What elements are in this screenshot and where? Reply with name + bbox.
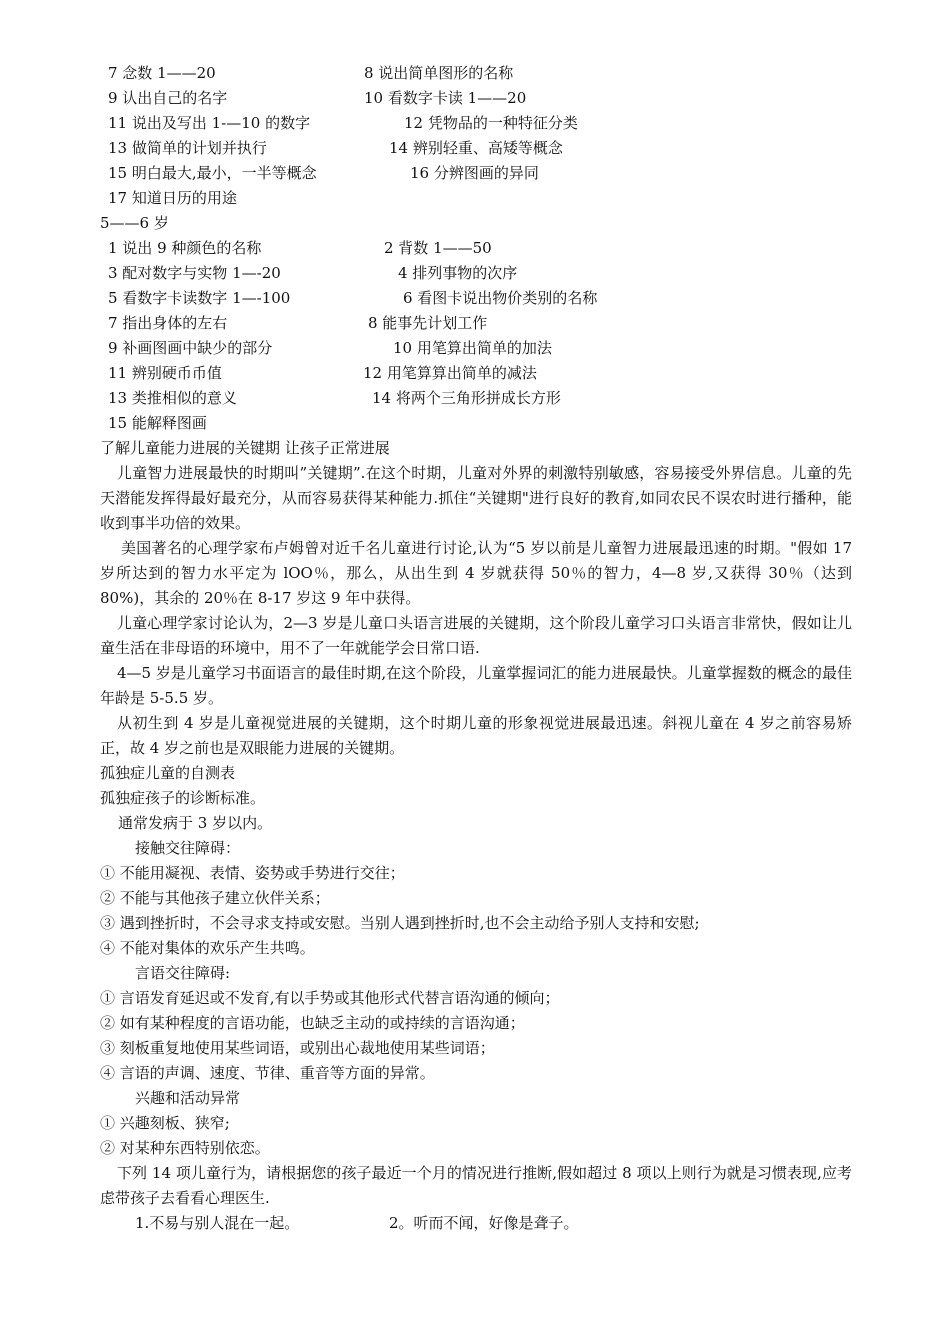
contact-item: ③ 遇到挫折时，不会寻求支持或安慰。当别人遇到挫折时,也不会主动给予别人支持和安慰; — [100, 914, 700, 932]
onset-text: 通常发病于 3 岁以内。 — [118, 814, 273, 832]
milestone-item: 4 排列事物的次序 — [398, 264, 518, 282]
milestone-item: 15 明白最大,最小，一半等概念 — [108, 164, 317, 182]
criteria-heading: 孤独症孩子的诊断标准。 — [100, 789, 266, 807]
language-item: ③ 刻板重复地使用某些词语，或别出心裁地使用某些词语； — [100, 1039, 495, 1057]
interest-item: ② 对某种东西特别依恋。 — [100, 1139, 270, 1157]
section-title: 了解儿童能力进展的关键期 让孩子正常进展 — [100, 439, 390, 457]
milestone-item: 6 看图卡说出物价类别的名称 — [403, 289, 598, 307]
milestone-item: 3 配对数字与实物 1—-20 — [108, 264, 281, 282]
contact-subheading: 接触交往障碍： — [135, 839, 241, 857]
contact-item: ① 不能用凝视、表情、姿势或手势进行交往； — [100, 864, 405, 882]
contact-item: ② 不能与其他孩子建立伙伴关系； — [100, 889, 330, 907]
paragraph: 从初生到 4 岁是儿童视觉进展的关键期，这个时期儿童的形象视觉进展最迅速。斜视儿童在 4 岁之前容易矫正，故 4 岁之前也是双眼能力进展的关键期。 — [100, 714, 852, 757]
milestone-item: 5 看数字卡读数字 1—-100 — [108, 289, 291, 307]
milestone-item: 12 凭物品的一种特征分类 — [404, 114, 578, 132]
milestone-item: 13 类推相似的意义 — [108, 389, 237, 407]
milestone-item: 10 看数字卡读 1——20 — [364, 89, 527, 107]
milestone-item: 14 将两个三角形拼成长方形 — [372, 389, 561, 407]
milestone-item: 13 做简单的计划并执行 — [108, 139, 267, 157]
milestone-item: 7 念数 1——20 — [108, 64, 216, 82]
interest-subheading: 兴趣和活动异常 — [135, 1089, 241, 1107]
behavior-item: 1.不易与别人混在一起。 — [135, 1214, 300, 1232]
milestone-item: 11 说出及写出 1-—10 的数字 — [108, 114, 311, 132]
paragraph: 4—5 岁是儿童学习书面语言的最佳时期,在这个阶段，儿童掌握词汇的能力进展最快。儿童掌握数的概念的最佳年龄是 5-5.5 岁。 — [100, 664, 852, 707]
milestone-item: 9 补画图画中缺少的部分 — [108, 339, 273, 357]
milestone-item: 12 用笔算算出简单的减法 — [363, 364, 537, 382]
age-heading: 5——6 岁 — [100, 214, 169, 232]
milestone-item: 16 分辨图画的异同 — [410, 164, 539, 182]
milestone-item: 8 能事先计划工作 — [368, 314, 488, 332]
milestone-item: 8 说出简单图形的名称 — [364, 64, 514, 82]
paragraph: 儿童智力进展最快的时期叫”关键期”.在这个时期，儿童对外界的刺激特别敏感，容易接受外界信息。儿童的先天潜能发挥得最好最充分，从而容易获得某种能力.抓住“关键期"进行良好的教育,如同农民不误农时进行播种，能收到事半功倍的效果。 — [100, 464, 852, 532]
milestone-item: 1 说出 9 种颜色的名称 — [108, 239, 262, 257]
paragraph: 下列 14 项儿童行为，请根据您的孩子最近一个月的情况进行推断,假如超过 8 项以上则行为就是习惯表现,应考虑带孩子去看看心理医生. — [100, 1164, 852, 1207]
milestone-item: 15 能解释图画 — [108, 414, 207, 432]
language-item: ④ 言语的声调、速度、节律、重音等方面的异常。 — [100, 1064, 435, 1082]
milestone-item: 2 背数 1——50 — [384, 239, 492, 257]
milestone-item: 14 辨别轻重、高矮等概念 — [389, 139, 563, 157]
paragraph: 儿童心理学家讨论认为，2—3 岁是儿童口头语言进展的关键期，这个阶段儿童学习口头语言非常快，假如让儿童生活在非母语的环境中，用不了一年就能学会日常口语. — [100, 614, 852, 657]
language-item: ② 如有某种程度的言语功能，也缺乏主动的或持续的言语沟通； — [100, 1014, 525, 1032]
milestone-item: 10 用笔算出简单的加法 — [393, 339, 552, 357]
autism-title: 孤独症儿童的自测表 — [100, 764, 236, 782]
behavior-item: 2。听而不闻，好像是聋子。 — [389, 1214, 579, 1232]
milestone-item: 9 认出自己的名字 — [108, 89, 228, 107]
milestone-item: 11 辨别硬币币值 — [108, 364, 222, 382]
milestone-item: 17 知道日历的用途 — [108, 189, 237, 207]
contact-item: ④ 不能对集体的欢乐产生共鸣。 — [100, 939, 315, 957]
language-item: ① 言语发育延迟或不发育,有以手势或其他形式代替言语沟通的倾向； — [100, 989, 560, 1007]
language-subheading: 言语交往障碍: — [135, 964, 231, 982]
milestone-item: 7 指出身体的左右 — [108, 314, 228, 332]
interest-item: ① 兴趣刻板、狭窄; — [100, 1114, 230, 1132]
paragraph: 美国著名的心理学家布卢姆曾对近千名儿童进行讨论,认为“5 岁以前是儿童智力进展最迅速的时期。"假如 17 岁所达到的智力水平定为 lOO％，那么，从出生到 4 岁就获得 50％的智力，4—8 岁,又获得 30％（达到 80%)，其余的 20％在 8-17 岁这 9 年中获得。 — [100, 539, 852, 607]
